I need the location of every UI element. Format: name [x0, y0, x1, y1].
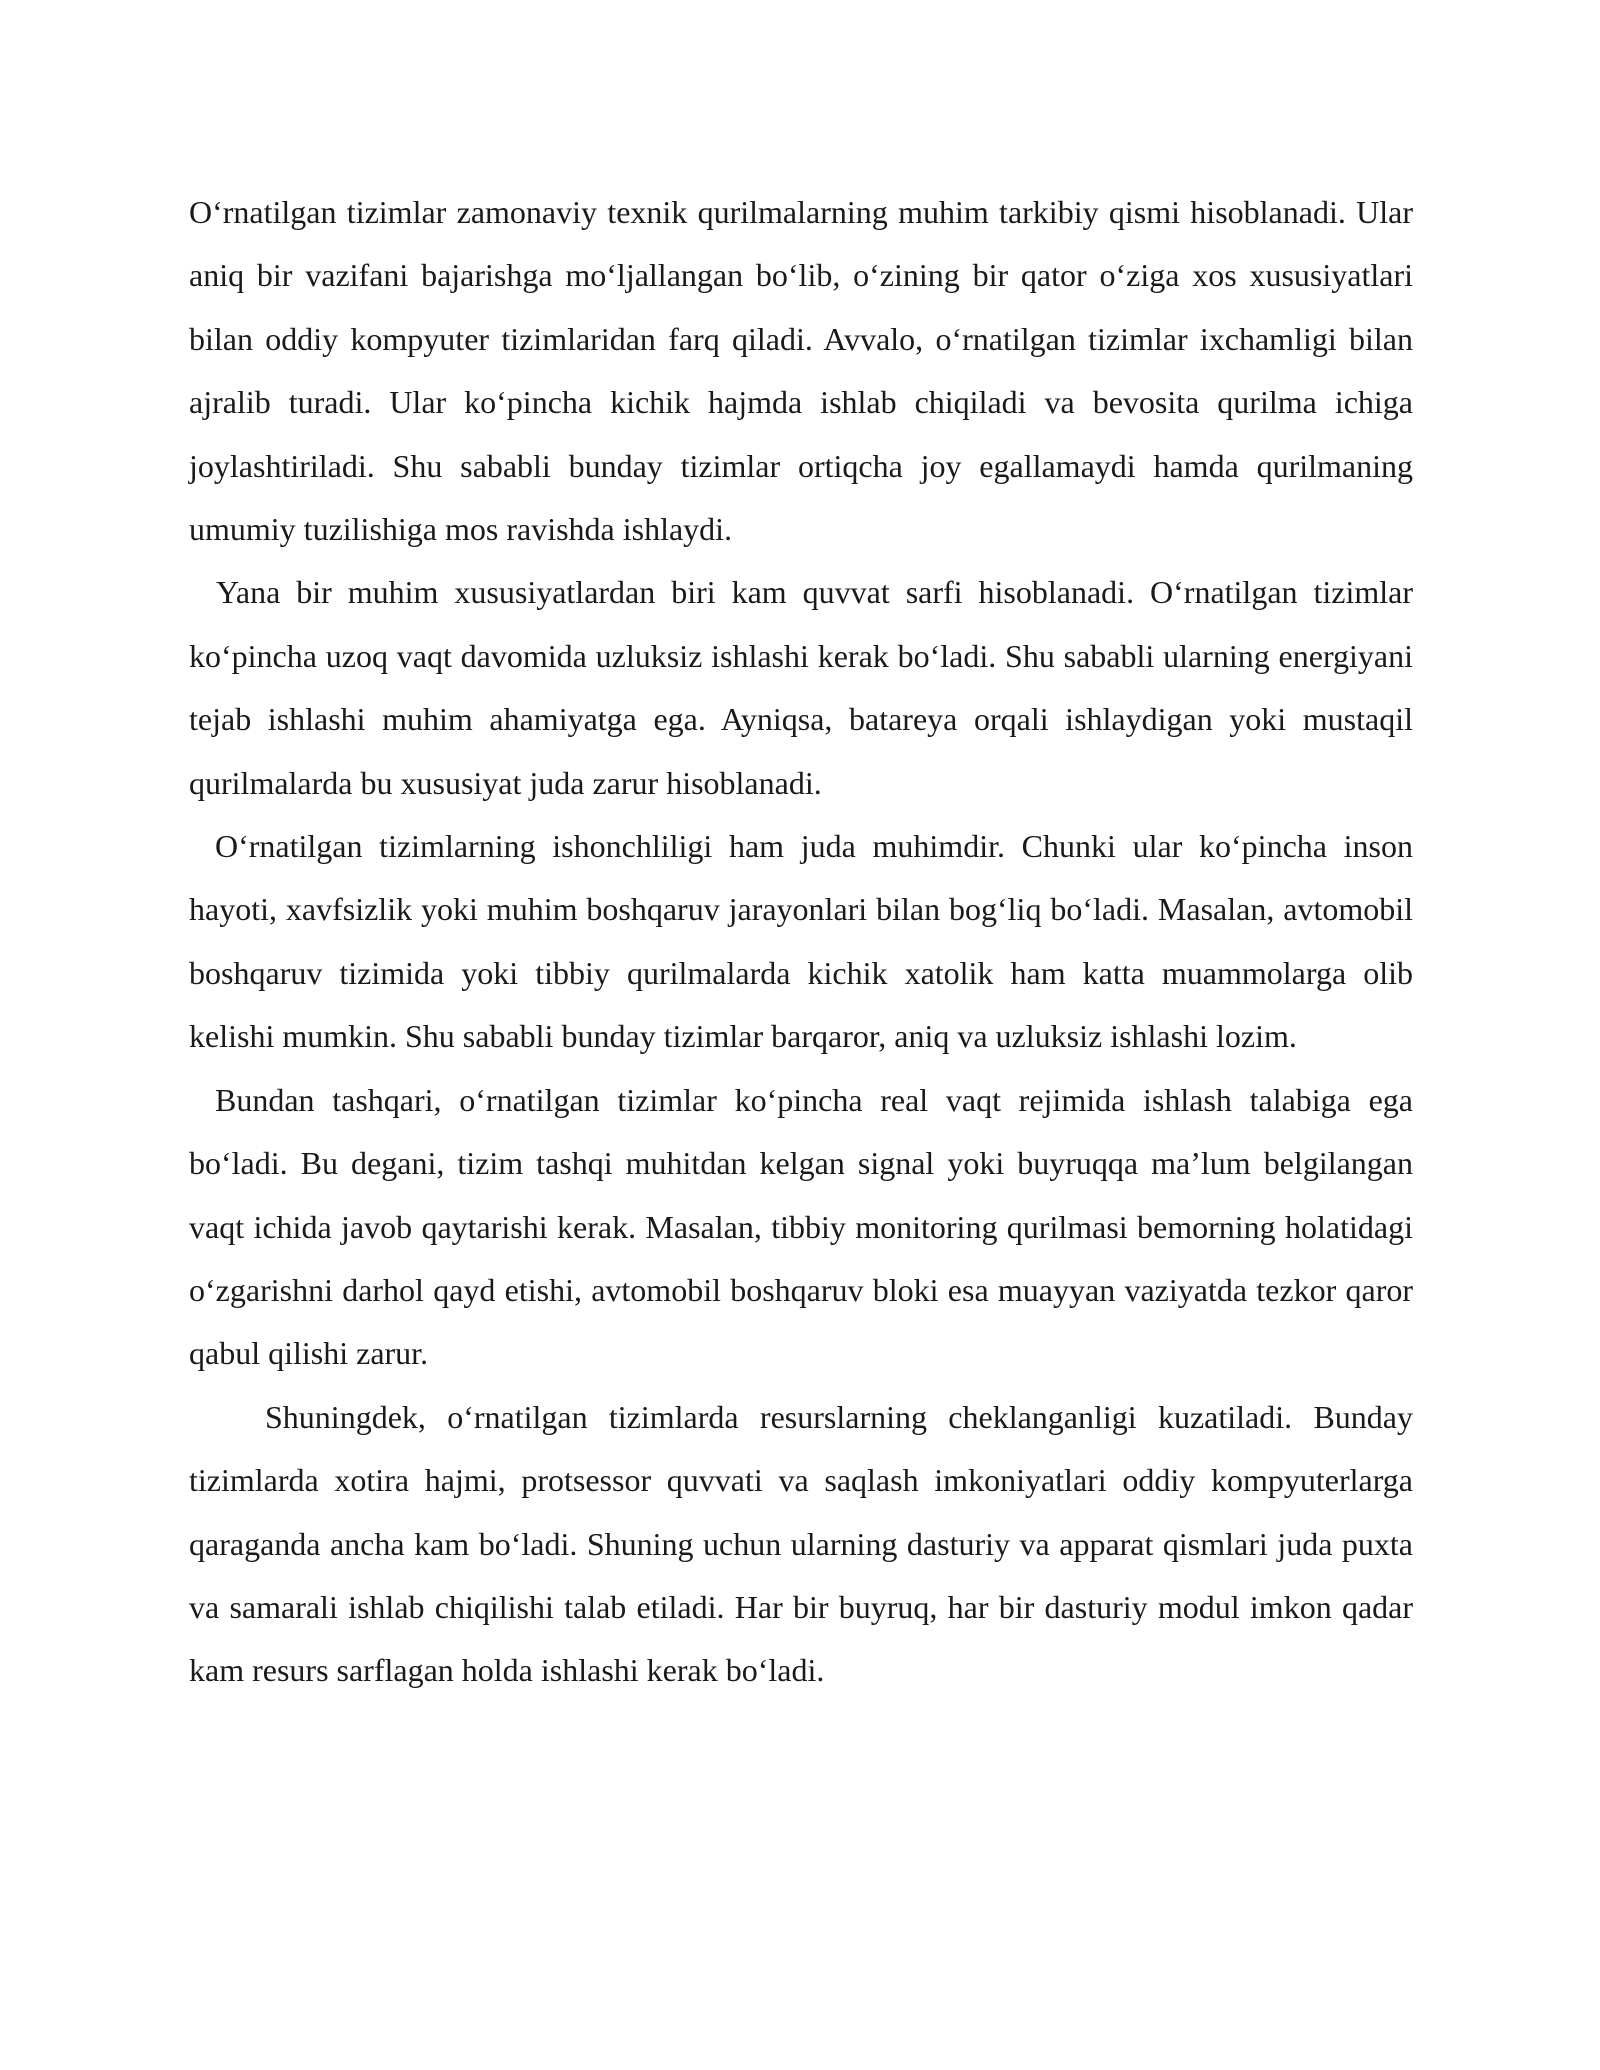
paragraph-5: Shuningdek, o‘rnatilgan tizimlarda resurslarning cheklanganligi kuzatiladi. Bunday tizimlarda xotira hajmi, protsessor quvvati va saqlash imkoniyatlari oddiy kompyuterlarga qaraganda ancha kam bo‘ladi. Shuning uchun ularning dasturiy va apparat qismlari juda puxta va samarali ishlab chiqilishi talab etiladi. Har bir buyruq, har bir dasturiy modul imkon qadar kam resurs sarflagan holda ishlashi kerak bo‘ladi.: [189, 1398, 1413, 1689]
paragraph-2: Yana bir muhim xususiyatlardan biri kam quvvat sarfi hisoblanadi. O‘rnatilgan tizimlar ko‘pincha uzoq vaqt davomida uzluksiz ishlashi kerak bo‘ladi. Shu sababli ularning energiyani tejab ishlashi muhim ahamiyatga ega. Ayniqsa, batareya orqali ishlaydigan yoki mustaqil qurilmalarda bu xususiyat juda zarur hisoblanadi.: [189, 574, 1413, 801]
paragraph-4: Bundan tashqari, o‘rnatilgan tizimlar ko‘pincha real vaqt rejimida ishlash talabiga ega bo‘ladi. Bu degani, tizim tashqi muhitdan kelgan signal yoki buyruqqa ma’lum belgilangan vaqt ichida javob qaytarishi kerak. Masalan, tibbiy monitoring qurilmasi bemorning holatidagi o‘zgarishni darhol qayd etishi, avtomobil boshqaruv bloki esa muayyan vaziyatda tezkor qaror qabul qilishi zarur.: [189, 1081, 1413, 1372]
document-body: [189, 181, 1413, 1703]
paragraph-3: O‘rnatilgan tizimlarning ishonchliligi ham juda muhimdir. Chunki ular ko‘pincha inson hayoti, xavfsizlik yoki muhim boshqaruv jarayonlari bilan bog‘liq bo‘ladi. Masalan, avtomobil boshqaruv tizimida yoki tibbiy qurilmalarda kichik xatolik ham katta muammolarga olib kelishi mumkin. Shu sababli bunday tizimlar barqaror, aniq va uzluksiz ishlashi lozim.: [189, 828, 1413, 1055]
paragraph-1: O‘rnatilgan tizimlar zamonaviy texnik qurilmalarning muhim tarkibiy qismi hisoblanadi. Ular aniq bir vazifani bajarishga mo‘ljallangan bo‘lib, o‘zining bir qator o‘ziga xos xususiyatlari bilan oddiy kompyuter tizimlaridan farq qiladi. Avvalo, o‘rnatilgan tizimlar ixchamligi bilan ajralib turadi. Ular ko‘pincha kichik hajmda ishlab chiqiladi va bevosita qurilma ichiga joylashtiriladi. Shu sababli bunday tizimlar ortiqcha joy egallamaydi hamda qurilmaning umumiy tuzilishiga mos ravishda ishlaydi.: [189, 194, 1413, 548]
